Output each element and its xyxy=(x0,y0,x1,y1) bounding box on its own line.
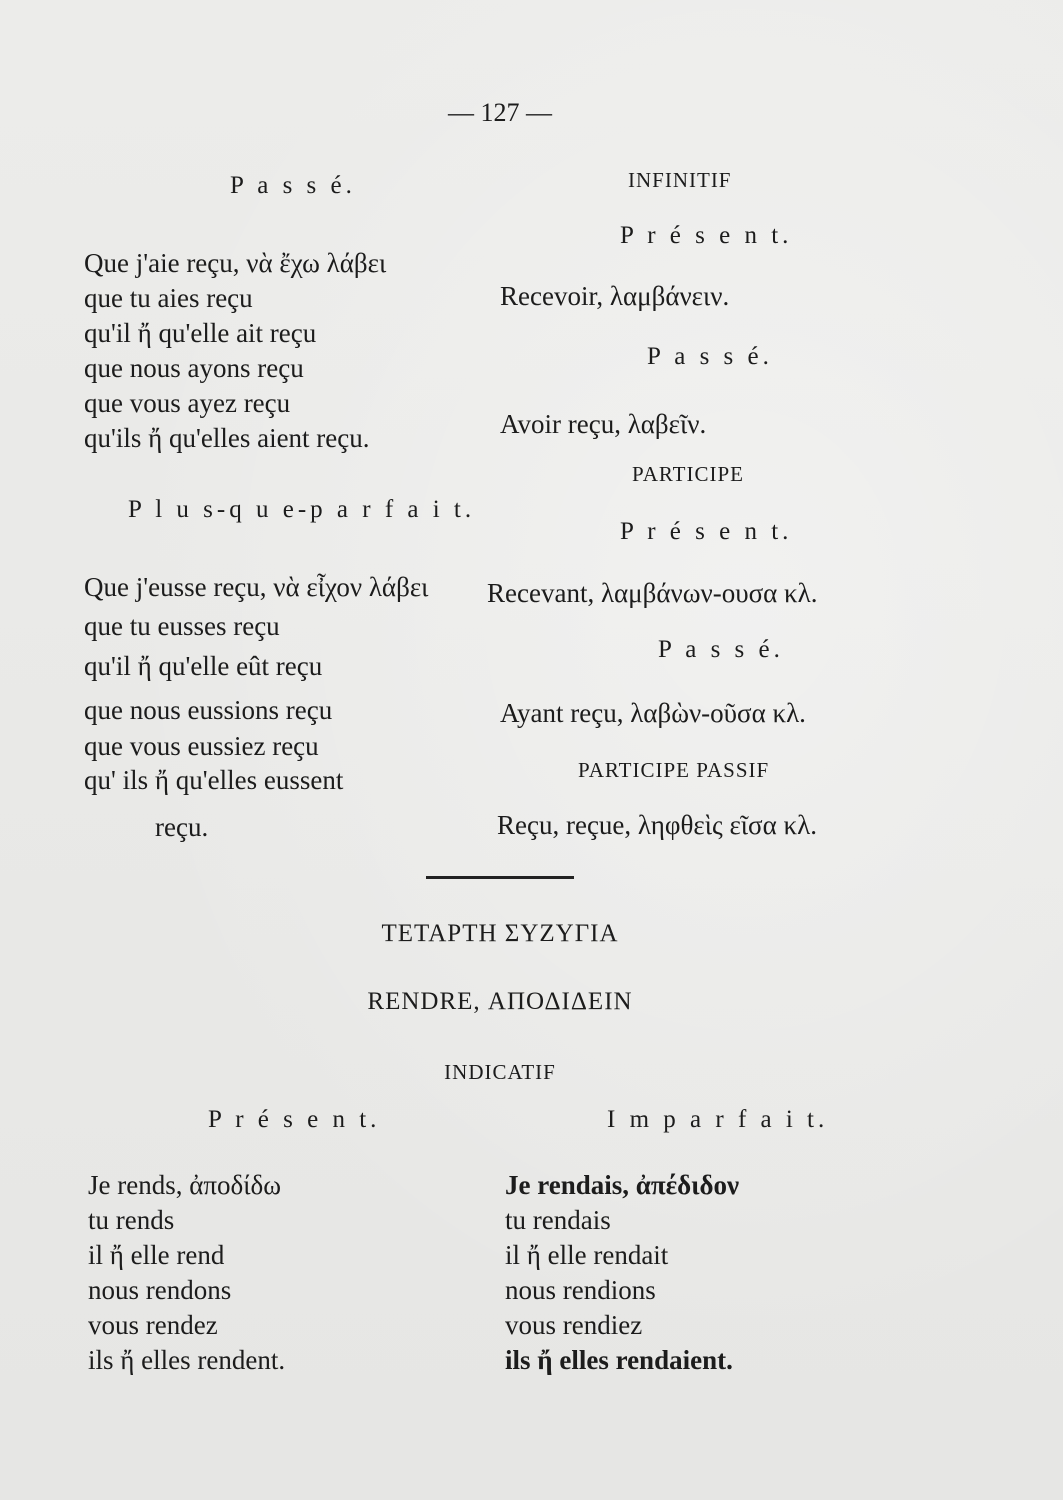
imparfait-line: Je rendais, ἀπέδιδον xyxy=(505,1170,740,1200)
imparfait-line: nous rendions xyxy=(505,1275,656,1305)
passe-heading: P a s s é. xyxy=(230,172,356,199)
passe-line: que vous ayez reçu xyxy=(84,388,291,418)
passe-line: qu'il ἤ qu'elle ait reçu xyxy=(84,318,317,348)
participe-heading: PARTICIPE xyxy=(632,462,744,486)
participe-passif-line: Reçu, reçue, ληφθεὶς εῖσα κλ. xyxy=(497,810,817,840)
present-line: Je rends, ἀποδίδω xyxy=(88,1170,281,1200)
part-present-line: Recevant, λαμβάνων-ουσα κλ. xyxy=(487,578,818,608)
plusque-line: qu' ils ἤ qu'elles eussent xyxy=(84,765,344,795)
participe-passif-heading: PARTICIPE PASSIF xyxy=(578,758,770,782)
plusque-line: qu'il ἤ qu'elle eût reçu xyxy=(84,651,323,681)
present-line: ils ἤ elles rendent. xyxy=(88,1345,286,1375)
part-passe-heading: P a s s é. xyxy=(658,636,784,663)
plusque-line: reçu. xyxy=(155,812,209,842)
present-heading: P r é s e n t. xyxy=(208,1106,381,1133)
part-passe-line: Ayant reçu, λαβὼν-οῦσα κλ. xyxy=(500,698,806,728)
present-line: nous rendons xyxy=(88,1275,232,1305)
imparfait-line: tu rendais xyxy=(505,1205,611,1235)
indicatif-heading: INDICATIF xyxy=(444,1060,556,1084)
present-line: il ἤ elle rend xyxy=(88,1240,225,1270)
passe-line: que nous ayons reçu xyxy=(84,353,304,383)
inf-passe-line: Avoir reçu, λαβεῖν. xyxy=(500,409,707,439)
inf-passe-heading: P a s s é. xyxy=(647,343,773,370)
plusque-line: que vous eussiez reçu xyxy=(84,731,319,761)
section-title: ΤΕΤΑΡΤΗ ΣΥΖΥΓΙΑ xyxy=(381,920,619,947)
passe-line: que tu aies reçu xyxy=(84,283,253,313)
section-divider xyxy=(426,876,574,879)
part-present-heading: P r é s e n t. xyxy=(620,518,793,545)
imparfait-heading: I m p a r f a i t. xyxy=(607,1106,829,1133)
infinitif-heading: INFINITIF xyxy=(628,168,732,192)
plusque-heading: P l u s-q u e-p a r f a i t. xyxy=(128,496,476,523)
plusque-line: que nous eussions reçu xyxy=(84,695,333,725)
plusque-line: Que j'eusse reçu, νὰ εἶχον λάβει xyxy=(84,572,429,602)
verb-title: RENDRE, ΑΠΟΔΙΔΕΙΝ xyxy=(367,988,633,1015)
imparfait-line: vous rendiez xyxy=(505,1310,643,1340)
inf-present-heading: P r é s e n t. xyxy=(620,222,793,249)
page-number: — 127 — xyxy=(448,98,552,127)
imparfait-line: il ἤ elle rendait xyxy=(505,1240,669,1270)
imparfait-line: ils ἤ elles rendaient. xyxy=(505,1345,733,1375)
inf-present-line: Recevoir, λαμβάνειν. xyxy=(500,281,730,311)
present-line: vous rendez xyxy=(88,1310,218,1340)
present-line: tu rends xyxy=(88,1205,175,1235)
passe-line: qu'ils ἤ qu'elles aient reçu. xyxy=(84,423,370,453)
plusque-line: que tu eusses reçu xyxy=(84,611,280,641)
passe-line: Que j'aie reçu, νὰ ἔχω λάβει xyxy=(84,248,387,278)
